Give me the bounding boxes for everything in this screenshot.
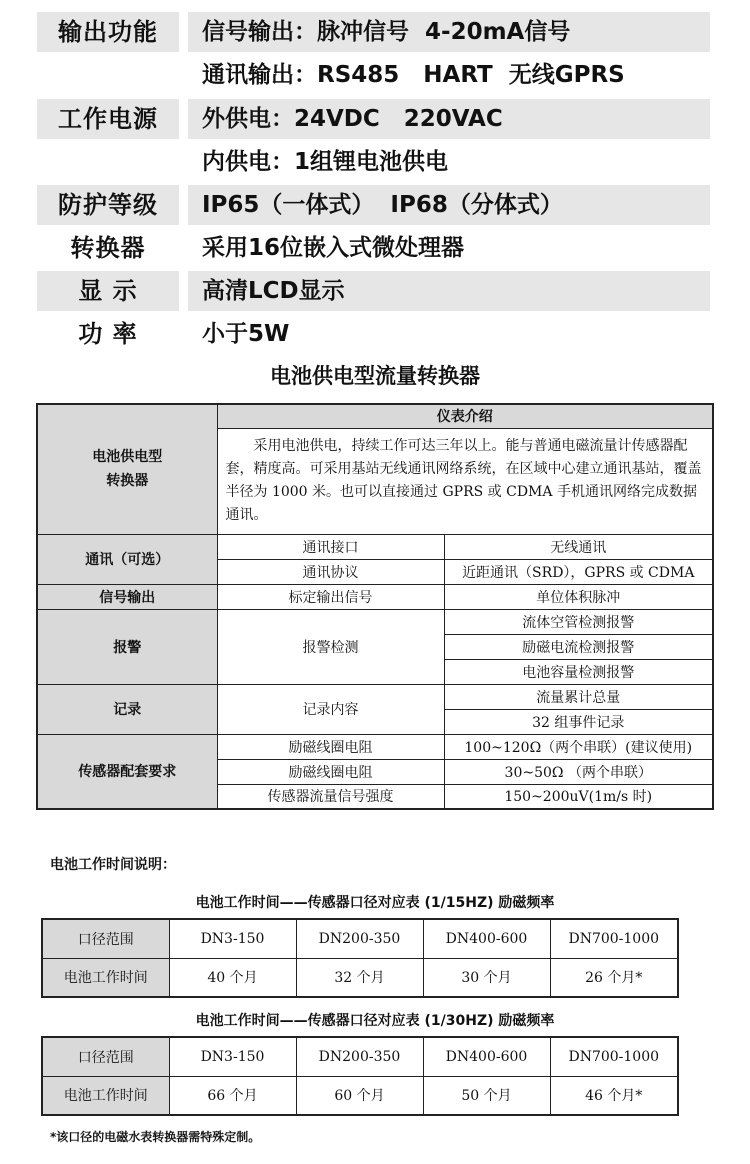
time-cell: 26 个月* xyxy=(550,958,678,997)
battery-table-30hz xyxy=(41,1036,679,1116)
spec-row-power xyxy=(0,99,750,139)
battery-table-15hz xyxy=(41,918,679,998)
signal-label: 信号输出 xyxy=(37,584,217,609)
spec-value: 信号输出：脉冲信号 4-20mA信号 xyxy=(188,12,710,52)
product-label: 电池供电型 转换器 xyxy=(37,404,217,534)
spec-value: 通讯输出：RS485 HART 无线GPRS xyxy=(202,62,625,88)
comm-value: 近距通讯（SRD），GPRS 或 CDMA xyxy=(444,559,713,584)
comm-item: 通讯协议 xyxy=(217,559,444,584)
alarm-value: 流体空管检测报警 xyxy=(444,609,713,634)
battery-table-caption: 电池工作时间——传感器口径对应表 (1/30HZ) 励磁频率 xyxy=(195,1013,555,1029)
row-label: 电池工作时间 xyxy=(42,958,169,997)
row-label: 口径范围 xyxy=(42,919,169,958)
diameter-cell: DN700-1000 xyxy=(550,1037,678,1076)
spec-row-comm-output xyxy=(0,55,750,95)
section-title: 电池供电型流量转换器 xyxy=(270,364,480,388)
sensor-value: 150~200uV(1m/s 时) xyxy=(444,784,713,809)
spec-value: 采用16位嵌入式微处理器 xyxy=(202,235,465,261)
sensor-item: 励磁线圈电阻 xyxy=(217,734,444,759)
diameter-cell: DN400-600 xyxy=(423,1037,550,1076)
alarm-value: 励磁电流检测报警 xyxy=(444,634,713,659)
spec-row-output xyxy=(0,12,750,52)
time-cell: 60 个月 xyxy=(296,1076,423,1115)
diameter-cell: DN3-150 xyxy=(169,1037,296,1076)
diameter-cell: DN3-150 xyxy=(169,919,296,958)
spec-label: 工作电源 xyxy=(37,99,179,139)
spec-row-converter xyxy=(0,228,750,268)
spec-row-display xyxy=(0,271,750,311)
time-cell: 50 个月 xyxy=(423,1076,550,1115)
spec-value: 小于5W xyxy=(202,321,290,347)
diameter-cell: DN400-600 xyxy=(423,919,550,958)
alarm-value: 电池容量检测报警 xyxy=(444,659,713,684)
intro-header: 仪表介绍 xyxy=(217,404,713,428)
footnote: *该口径的电磁水表转换器需特殊定制。 xyxy=(50,1130,261,1144)
spec-value: 高清LCD显示 xyxy=(188,271,710,311)
intro-text: 采用电池供电，持续工作可达三年以上。能与普通电磁流量计传感器配套，精度高。可采用基站无线通讯网络系统，在区域中心建立通讯基站，覆盖半径为 1000 米。也可以直接通过 GPRS 或 CDMA 手机通讯网络完成数据通讯。 xyxy=(225,438,702,523)
spec-row-power-consumption xyxy=(0,314,750,354)
sensor-value: 100~120Ω（两个串联）(建议使用) xyxy=(444,734,713,759)
spec-label: 转换器 xyxy=(70,234,146,262)
spec-label: 输出功能 xyxy=(37,12,179,52)
diameter-cell: DN700-1000 xyxy=(550,919,678,958)
spec-label xyxy=(37,142,179,182)
record-value: 流量累计总量 xyxy=(444,684,713,709)
spec-label xyxy=(37,55,179,95)
sensor-value: 30~50Ω （两个串联） xyxy=(444,759,713,784)
record-value: 32 组事件记录 xyxy=(444,709,713,734)
battery-note-title: 电池工作时间说明： xyxy=(50,857,176,873)
sensor-label: 传感器配套要求 xyxy=(37,734,217,809)
converter-spec-table xyxy=(36,403,714,810)
battery-table-caption: 电池工作时间——传感器口径对应表 (1/15HZ) 励磁频率 xyxy=(195,895,555,911)
row-label: 电池工作时间 xyxy=(42,1076,169,1115)
comm-label: 通讯（可选） xyxy=(37,534,217,584)
spec-label: 防护等级 xyxy=(37,185,179,225)
intro-cell xyxy=(217,428,713,534)
spec-row-protection xyxy=(0,185,750,225)
row-label: 口径范围 xyxy=(42,1037,169,1076)
sensor-item: 励磁线圈电阻 xyxy=(217,759,444,784)
comm-item: 通讯接口 xyxy=(217,534,444,559)
time-cell: 66 个月 xyxy=(169,1076,296,1115)
time-cell: 32 个月 xyxy=(296,958,423,997)
spec-row-internal-power xyxy=(0,142,750,182)
time-cell: 30 个月 xyxy=(423,958,550,997)
spec-value: 外供电：24VDC 220VAC xyxy=(188,99,710,139)
diameter-cell: DN200-350 xyxy=(296,1037,423,1076)
comm-value: 无线通讯 xyxy=(444,534,713,559)
signal-item: 标定输出信号 xyxy=(217,584,444,609)
sensor-item: 传感器流量信号强度 xyxy=(217,784,444,809)
record-label: 记录 xyxy=(37,684,217,734)
diameter-cell: DN200-350 xyxy=(296,919,423,958)
alarm-item: 报警检测 xyxy=(217,609,444,684)
signal-value: 单位体积脉冲 xyxy=(444,584,713,609)
time-cell: 40 个月 xyxy=(169,958,296,997)
record-item: 记录内容 xyxy=(217,684,444,734)
spec-value: 内供电：1组锂电池供电 xyxy=(202,149,449,175)
spec-label: 功 率 xyxy=(78,320,138,348)
spec-value: IP65（一体式） IP68（分体式） xyxy=(188,185,710,225)
alarm-label: 报警 xyxy=(37,609,217,684)
spec-label: 显 示 xyxy=(37,271,179,311)
time-cell: 46 个月* xyxy=(550,1076,678,1115)
